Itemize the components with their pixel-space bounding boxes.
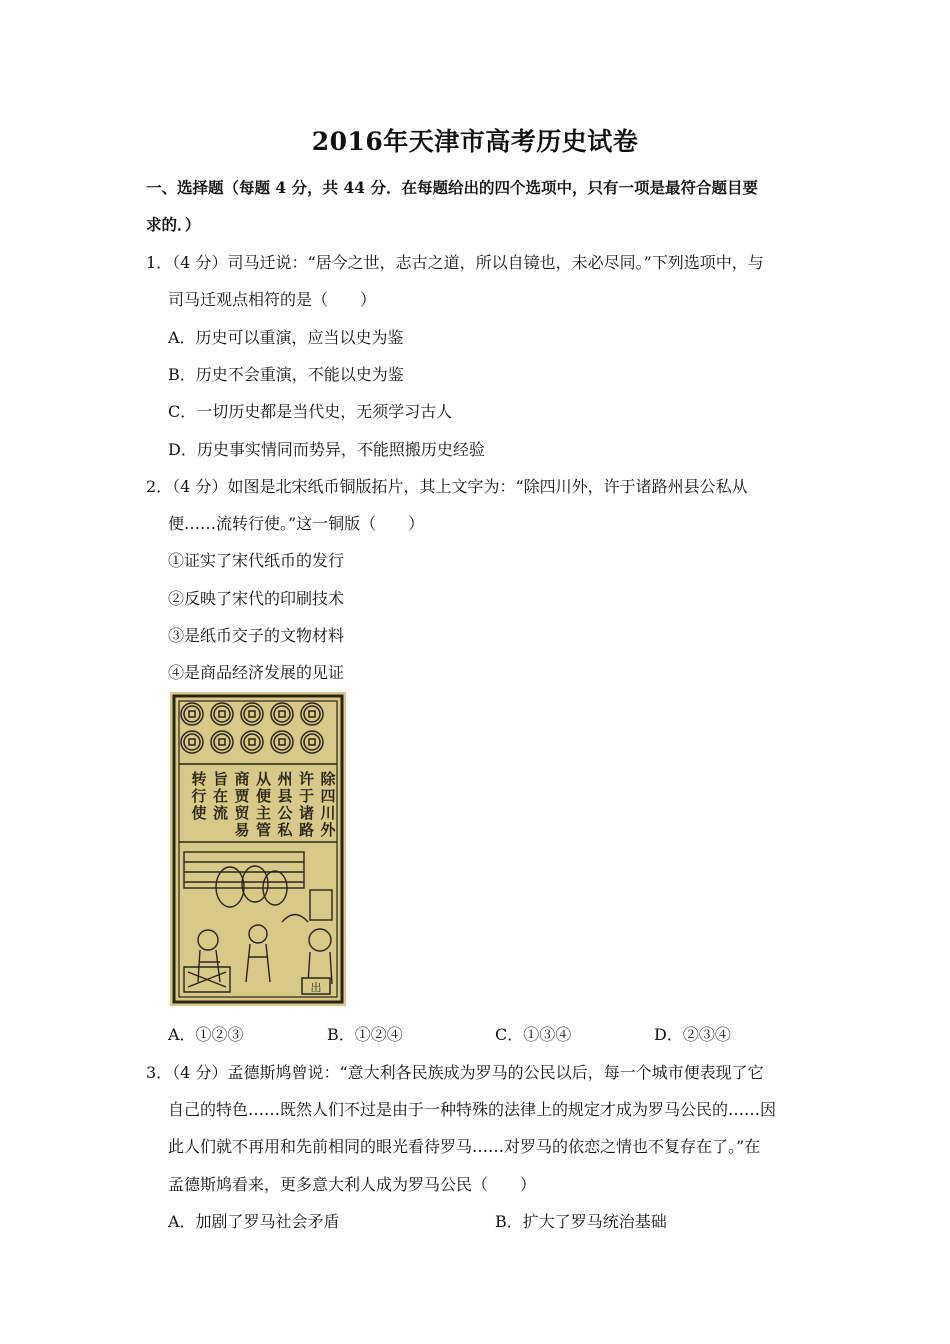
- rubbing-text-column: 旨在流: [212, 770, 229, 822]
- q1-option-d[interactable]: D．历史事实情同而势异，不能照搬历史经验: [168, 440, 485, 459]
- q3-stem-line-1: 3．（4 分）孟德斯鸠曾说：“意大利各民族成为罗马的公民以后，每一个城市便表现了它: [146, 1063, 764, 1082]
- rubbing-text-column: 许于诸路: [298, 770, 315, 839]
- q3-stem-line-3: 此人们就不再用和先前相同的眼光看待罗马……对罗马的依恋之情也不复存在了。”在: [168, 1137, 761, 1156]
- section-header-line-2: 求的．）: [146, 215, 201, 234]
- q2-option-c[interactable]: C．①③④: [495, 1025, 572, 1044]
- q1-stem-line-2: 司马迁观点相符的是（ ）: [168, 290, 377, 309]
- q2-stem-line-1: 2．（4 分）如图是北宋纸币铜版拓片，其上文字为：“除四川外，许于诸路州县公私从: [146, 477, 748, 496]
- q3-option-a[interactable]: A．加剧了罗马社会矛盾: [168, 1212, 340, 1231]
- q2-option-b[interactable]: B．①②④: [327, 1025, 403, 1044]
- q1-option-c[interactable]: C．一切历史都是当代史，无须学习古人: [168, 402, 453, 421]
- rubbing-text-column: 转行使: [191, 770, 207, 822]
- q2-statement-4: ④是商品经济发展的见证: [168, 663, 345, 682]
- svg-text:出: 出: [310, 981, 322, 994]
- rubbing-text-column: 除四川外: [320, 770, 336, 839]
- q3-option-b[interactable]: B．扩大了罗马统治基础: [495, 1212, 667, 1231]
- rubbing-text-column: 州县公私: [277, 770, 293, 839]
- rubbing-text-column: 从便主管: [255, 770, 272, 839]
- q2-option-d[interactable]: D．②③④: [654, 1025, 731, 1044]
- q1-option-b[interactable]: B．历史不会重演，不能以史为鉴: [168, 365, 404, 384]
- q2-statement-2: ②反映了宋代的印刷技术: [168, 589, 345, 608]
- q1-stem-line-1: 1．（4 分）司马迁说：“居今之世，志古之道，所以自镜也，未必尽同。”下列选项中，与: [146, 253, 764, 272]
- section-header-line-1: 一、选择题（每题 4 分，共 44 分．在每题给出的四个选项中，只有一项是最符合题目要: [146, 178, 758, 197]
- q3-stem-line-4: 孟德斯鸠看来，更多意大利人成为罗马公民（ ）: [168, 1175, 537, 1194]
- q2-option-a[interactable]: A．①②③: [168, 1025, 244, 1044]
- q2-statement-3: ③是纸币交子的文物材料: [168, 626, 345, 645]
- page-title: 2016年天津市高考历史试卷: [311, 127, 639, 156]
- rubbing-text-column: 商贾贸易: [234, 770, 250, 839]
- song-banknote-rubbing-image: [170, 692, 346, 1006]
- q1-option-a[interactable]: A．历史可以重演，应当以史为鉴: [168, 328, 404, 347]
- q2-statement-1: ①证实了宋代纸币的发行: [168, 551, 345, 570]
- q3-stem-line-2: 自己的特色……既然人们不过是由于一种特殊的法律上的规定才成为罗马公民的……因: [168, 1100, 777, 1119]
- q2-stem-line-2: 便……流转行使。”这一铜版（ ）: [168, 514, 425, 533]
- banknote-rubbing-drawing: [170, 692, 346, 1006]
